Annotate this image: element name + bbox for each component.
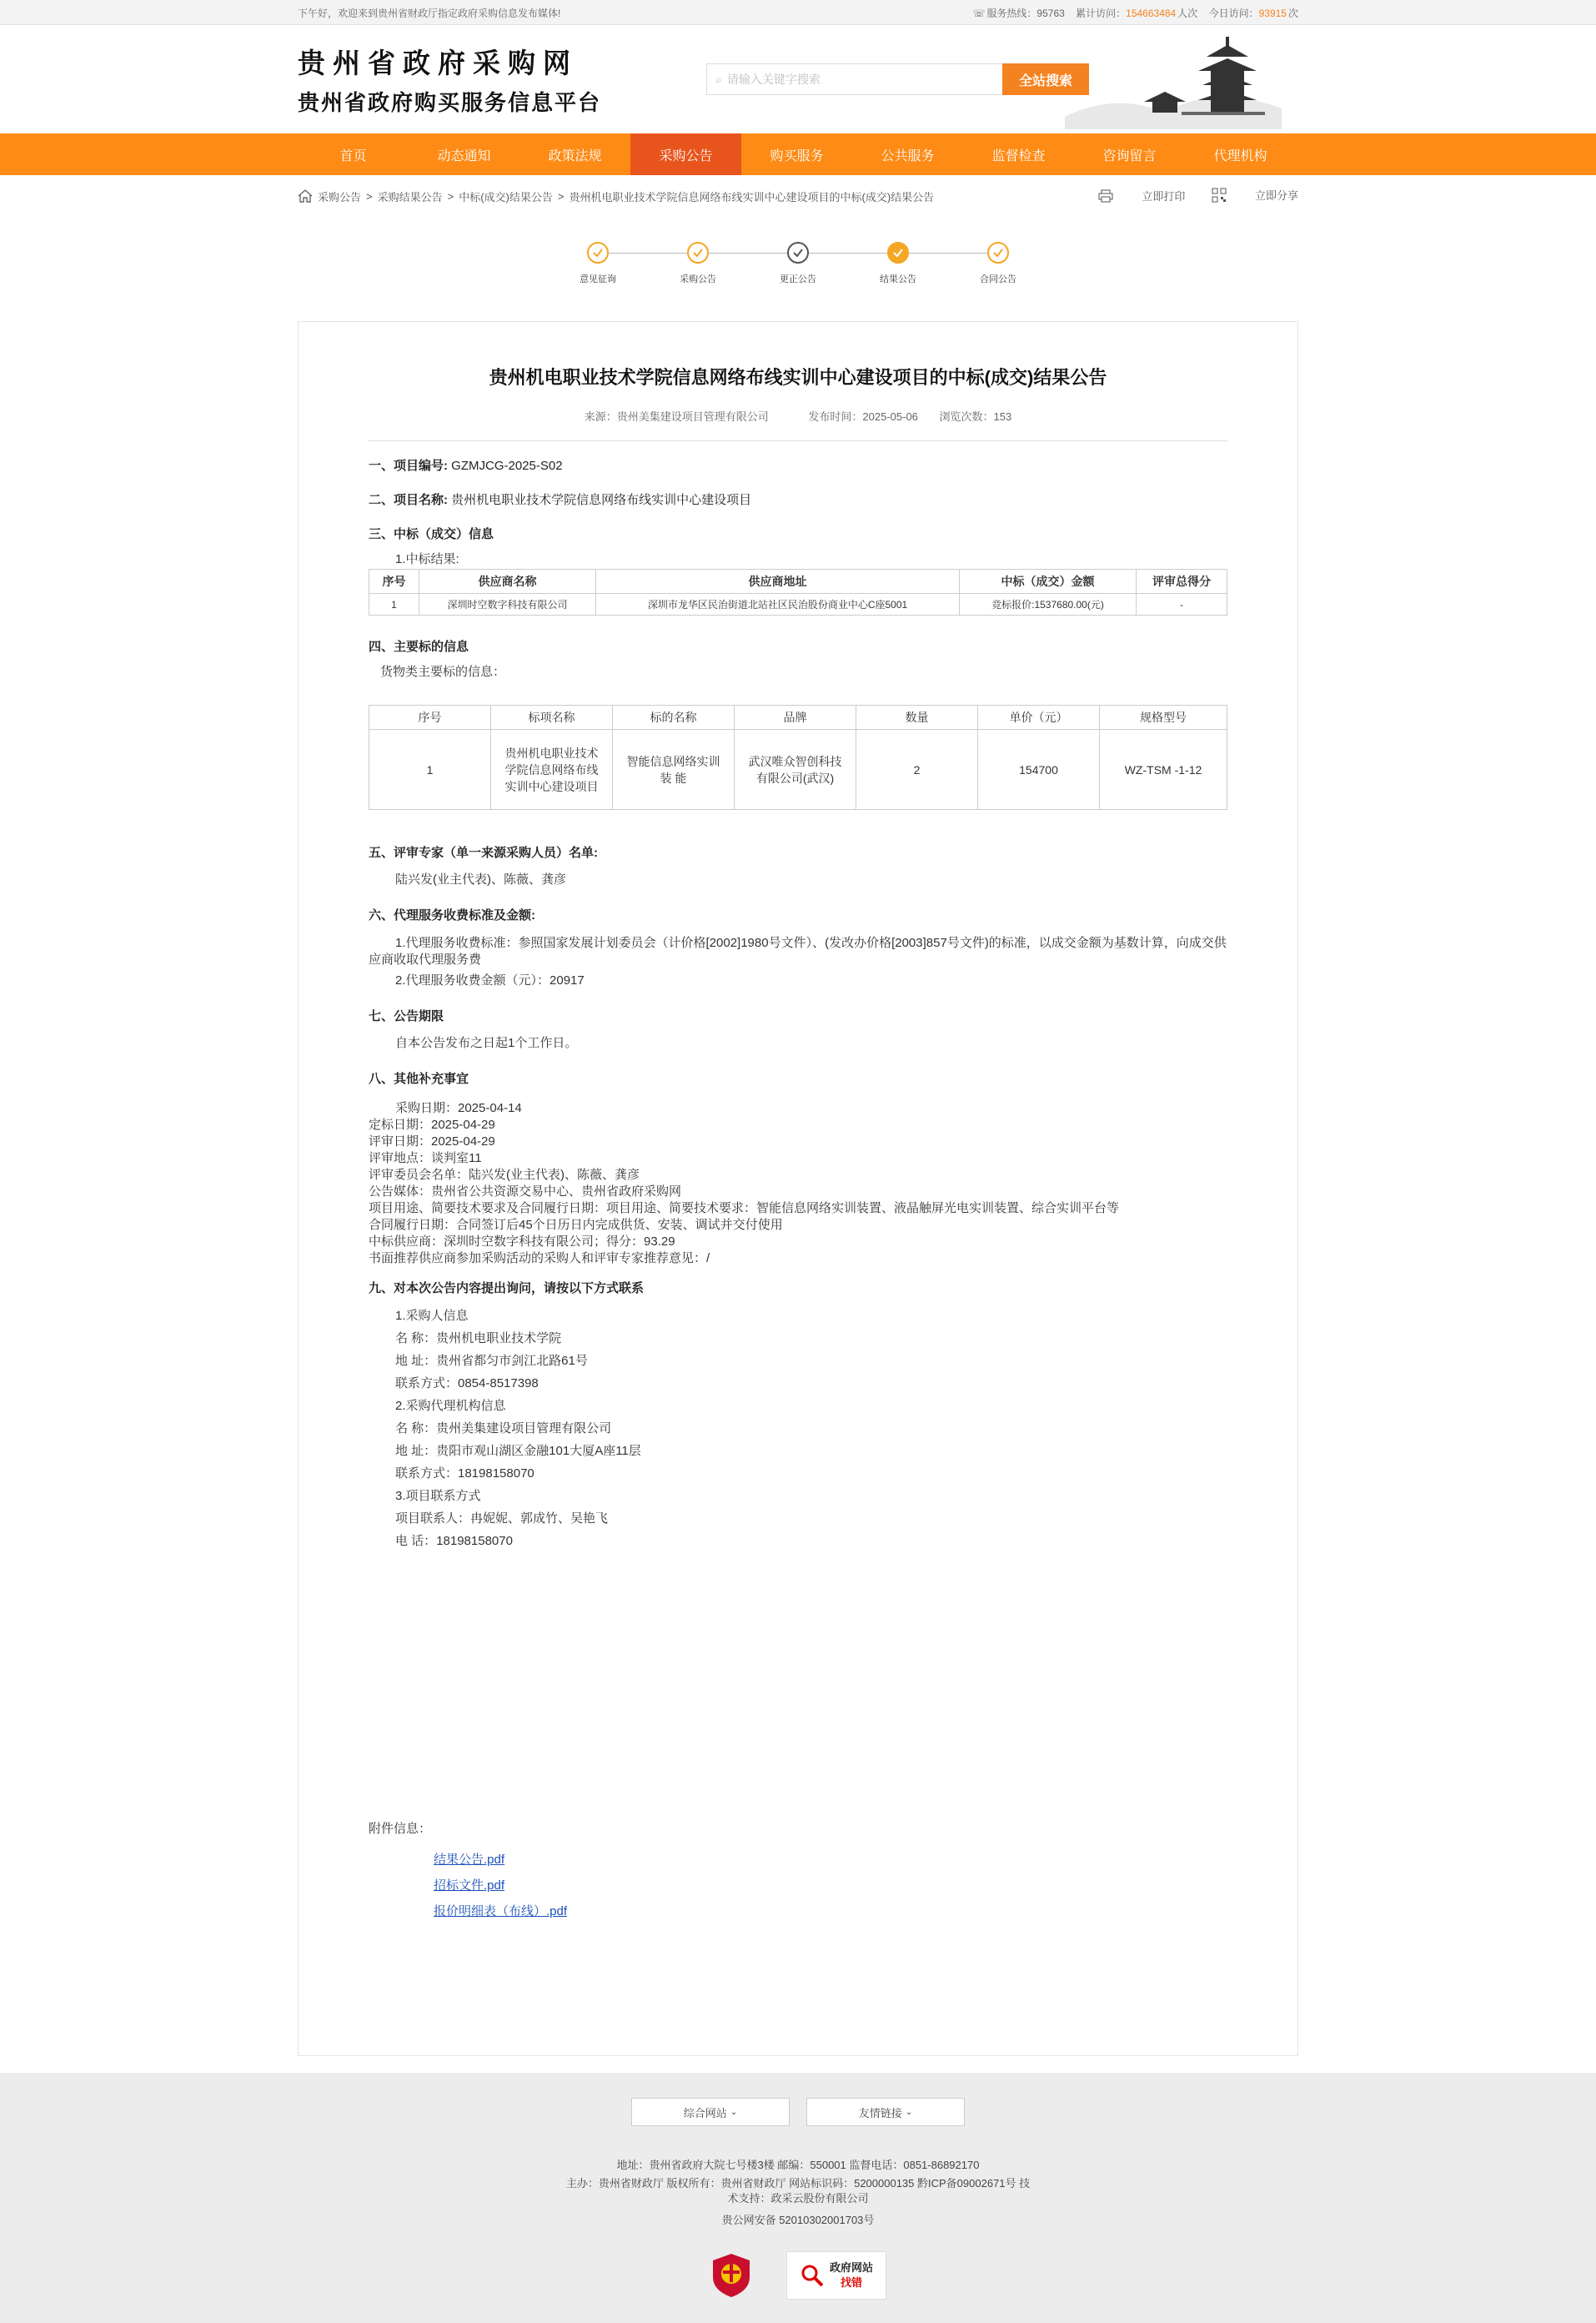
comprehensive-sites-dropdown[interactable]: 综合网站 ⌄ [631, 2098, 790, 2126]
site-logo[interactable] [298, 42, 665, 117]
award-result-label: 1.中标结果: [395, 552, 459, 566]
top-bar [0, 0, 1596, 25]
process-steps [0, 217, 1596, 321]
chevron-down-icon: ⌄ [905, 2107, 913, 2117]
section-main-items: 四、主要标的信息 [369, 640, 469, 654]
article-source: 来源：贵州美集建设项目管理有限公司 [584, 410, 769, 423]
nav-item-agency[interactable]: 代理机构 [1213, 148, 1267, 163]
article-card [298, 321, 1298, 2056]
logo-subtitle: 贵州省政府购买服务信息平台 [298, 91, 602, 116]
step-correction: 更正公告 [748, 242, 848, 285]
attachment-link[interactable]: 招标文件.pdf [434, 1878, 505, 1893]
article-time: 发布时间：2025-05-06 [808, 410, 918, 423]
section-other-matters: 八、其他补充事宜 [369, 1072, 469, 1086]
welcome-text: 下午好，欢迎来到贵州省财政厅指定政府采购信息发布媒体! [298, 7, 561, 19]
breadcrumb-item[interactable]: 中标(成交)结果公告 [459, 190, 553, 204]
nav-item-consult[interactable]: 咨询留言 [1102, 148, 1157, 163]
search-input[interactable]: ⌕ 请输入关键字搜索 [706, 63, 1002, 95]
home-icon[interactable] [298, 189, 313, 203]
section-project-number: 一、项目编号: GZMJCG-2025-S02 [369, 459, 563, 473]
nav-item-services[interactable]: 购买服务 [770, 148, 824, 163]
check-icon [592, 248, 604, 258]
site-footer [0, 2073, 1596, 2323]
section-award-info: 三、中标（成交）信息 [369, 527, 494, 541]
section-notice-period: 七、公告期限 [369, 1009, 444, 1023]
print-button[interactable]: 立即打印 [1098, 188, 1185, 204]
attachment-link[interactable]: 报价明细表（布线）.pdf [434, 1904, 568, 1918]
check-icon [892, 248, 904, 258]
party-emblem-icon[interactable] [710, 2252, 753, 2299]
visit-stats: ☏ 服务热线：95763 累计访问：154663484 人次 今日访问：93915 次 [972, 7, 1298, 19]
step-inquiry: 意见征询 [548, 242, 648, 285]
main-nav [0, 133, 1596, 175]
search-bar [706, 63, 1089, 95]
breadcrumb-item[interactable]: 采购公告 [318, 190, 362, 204]
friendly-links-dropdown[interactable]: 友情链接 ⌄ [806, 2098, 965, 2126]
other-matters-list: 采购日期：2025-04-14 定标日期：2025-04-29 评审日期：2025-04-29 评审地点：谈判室11 评审委员会名单：陆兴发(业主代表)、陈薇、龚彦 公告媒体：贵州省公共资源交易中心、贵州省政府采购网 项目用途、简要技术要求及合同履行日期：项目用途、简要技术要求：智能信息网络实训装置、液晶触屏光电实训装置、综合实训平台等 合同履行日期：合同签订后45个日历日内完成供货、安装、调试并交付使用 中标供应商：深圳时空数字科技有限公司；得分：93.29 书面推荐供应商参加采购活动的采购人和评审专家推荐意见：/ [369, 1101, 1120, 1265]
attachment-link[interactable]: 结果公告.pdf [434, 1853, 505, 1867]
site-header [0, 25, 1596, 133]
contact-list: 1.采购人信息 名 称：贵州机电职业技术学院 地 址：贵州省都匀市剑江北路61号 联系方式：0854-8517398 2.采购代理机构信息 名 称：贵州美集建设项目管理有限公司 地 址：贵阳市观山湖区金融101大厦A座11层 联系方式：18198158070 3.项目联系方式 项目联系人：冉妮妮、郭成竹、吴艳飞 电 话：18198158070 [395, 1309, 641, 1548]
phone-icon: ☏ [972, 7, 986, 19]
footer-info: 地址：贵州省政府大院七号楼3楼 邮编：550001 监督电话：0851-86892170 主办：贵州省财政厅 版权所有：贵州省财政厅 网站标识码：5200000135 黔ICP备09002671号 技 术支持：政采云股份有限公司 贵公网安备 52010302001703号 [565, 2159, 1031, 2226]
section-project-name: 二、项目名称: 贵州机电职业技术学院信息网络布线实训中心建设项目 [369, 493, 752, 507]
notice-period: 自本公告发布之日起1个工作日。 [395, 1036, 578, 1050]
hotline-number: 95763 [1036, 7, 1065, 19]
agency-fee-standard: 1.代理服务收费标准：参照国家发展计划委员会（计价格[2002]1980号文件）、(发改办价格[2003]857号文件)的标准，以成交金额为基数计算，向成交供应商收取代理服务费 [369, 936, 1227, 967]
nav-item-policy[interactable]: 政策法规 [548, 148, 602, 163]
page-tools [1075, 187, 1298, 205]
logo-title: 贵州省政府采购网 [298, 47, 578, 79]
pagoda-illustration-icon [1065, 33, 1282, 129]
section-experts: 五、评审专家（单一来源采购人员）名单: [369, 846, 598, 860]
table-row: 1 贵州机电职业技术学院信息网络布线实训中心建设项目 智能信息网络实训装 能 武汉唯众智创科技有限公司(武汉) 2 154700 WZ-TSM -1-12 [369, 730, 1227, 810]
award-table: 序号 供应商名称 供应商地址 中标（成交）金额 评审总得分 1 深圳时空数字科技有限公司 深圳市龙华区民治街道北站社区民治股份商业中心C座5001 竞标报价:1537680.00(元) - [369, 569, 1227, 616]
nav-item-home[interactable]: 首页 [339, 148, 367, 163]
items-table: 序号 标项名称 标的名称 品牌 数量 单价（元） 规格型号 1 贵州机电职业技术学院信息网络布线实训中心建设项目 智能信息网络实训装 能 武汉唯众智创科技有限公司(武汉) 2 154700 WZ-TSM -1-12 [369, 705, 1227, 810]
share-button[interactable]: 立即分享 [1212, 187, 1298, 203]
search-button[interactable]: 全站搜索 [1002, 63, 1089, 95]
magnifier-icon [800, 2263, 825, 2288]
footer-links [0, 2098, 1596, 2126]
chevron-down-icon: ⌄ [730, 2107, 738, 2117]
gov-site-error-badge[interactable]: 政府网站 找错 [786, 2251, 886, 2300]
breadcrumb-item[interactable]: 采购结果公告 [377, 190, 443, 204]
attachments: 附件信息： 结果公告.pdf 招标文件.pdf 报价明细表（布线）.pdf [369, 1819, 1227, 1924]
today-visits: 93915 [1258, 7, 1287, 19]
total-visits: 154663484 [1126, 7, 1177, 19]
step-result: 结果公告 [848, 242, 948, 285]
qrcode-icon [1212, 188, 1227, 203]
search-icon: ⌕ [715, 72, 722, 86]
experts-list: 陆兴发(业主代表)、陈薇、龚彦 [395, 872, 566, 887]
breadcrumb-current: 贵州机电职业技术学院信息网络布线实训中心建设项目的中标(成交)结果公告 [569, 190, 935, 204]
section-contact: 九、对本次公告内容提出询问，请按以下方式联系 [369, 1281, 645, 1295]
table-row: 1 深圳时空数字科技有限公司 深圳市龙华区民治街道北站社区民治股份商业中心C座5001 竞标报价:1537680.00(元) - [369, 594, 1227, 616]
check-icon [992, 248, 1004, 258]
printer-icon [1098, 189, 1113, 203]
check-icon [692, 248, 704, 258]
article-views: 浏览次数：153 [939, 410, 1012, 423]
article-meta [369, 408, 1227, 441]
nav-item-news[interactable]: 动态通知 [437, 148, 491, 163]
step-contract: 合同公告 [948, 242, 1048, 285]
nav-item-public[interactable]: 公共服务 [881, 148, 935, 163]
footer-badges [0, 2251, 1596, 2300]
step-announcement: 采购公告 [648, 242, 748, 285]
breadcrumb: 采购公告 > 采购结果公告 > 中标(成交)结果公告 > 贵州机电职业技术学院信息网络布线实训中心建设项目的中标(成交)结果公告 [298, 189, 934, 204]
check-icon [792, 248, 804, 258]
section-agency-fee: 六、代理服务收费标准及金额: [369, 908, 535, 923]
nav-item-procurement[interactable]: 采购公告 [630, 133, 741, 175]
main-items-label: 货物类主要标的信息： [380, 665, 506, 679]
nav-item-supervision[interactable]: 监督检查 [991, 148, 1046, 163]
agency-fee-amount: 2.代理服务收费金额（元）：20917 [395, 973, 585, 988]
article-title: 贵州机电职业技术学院信息网络布线实训中心建设项目的中标(成交)结果公告 [489, 367, 1107, 388]
breadcrumb-bar [0, 175, 1596, 217]
